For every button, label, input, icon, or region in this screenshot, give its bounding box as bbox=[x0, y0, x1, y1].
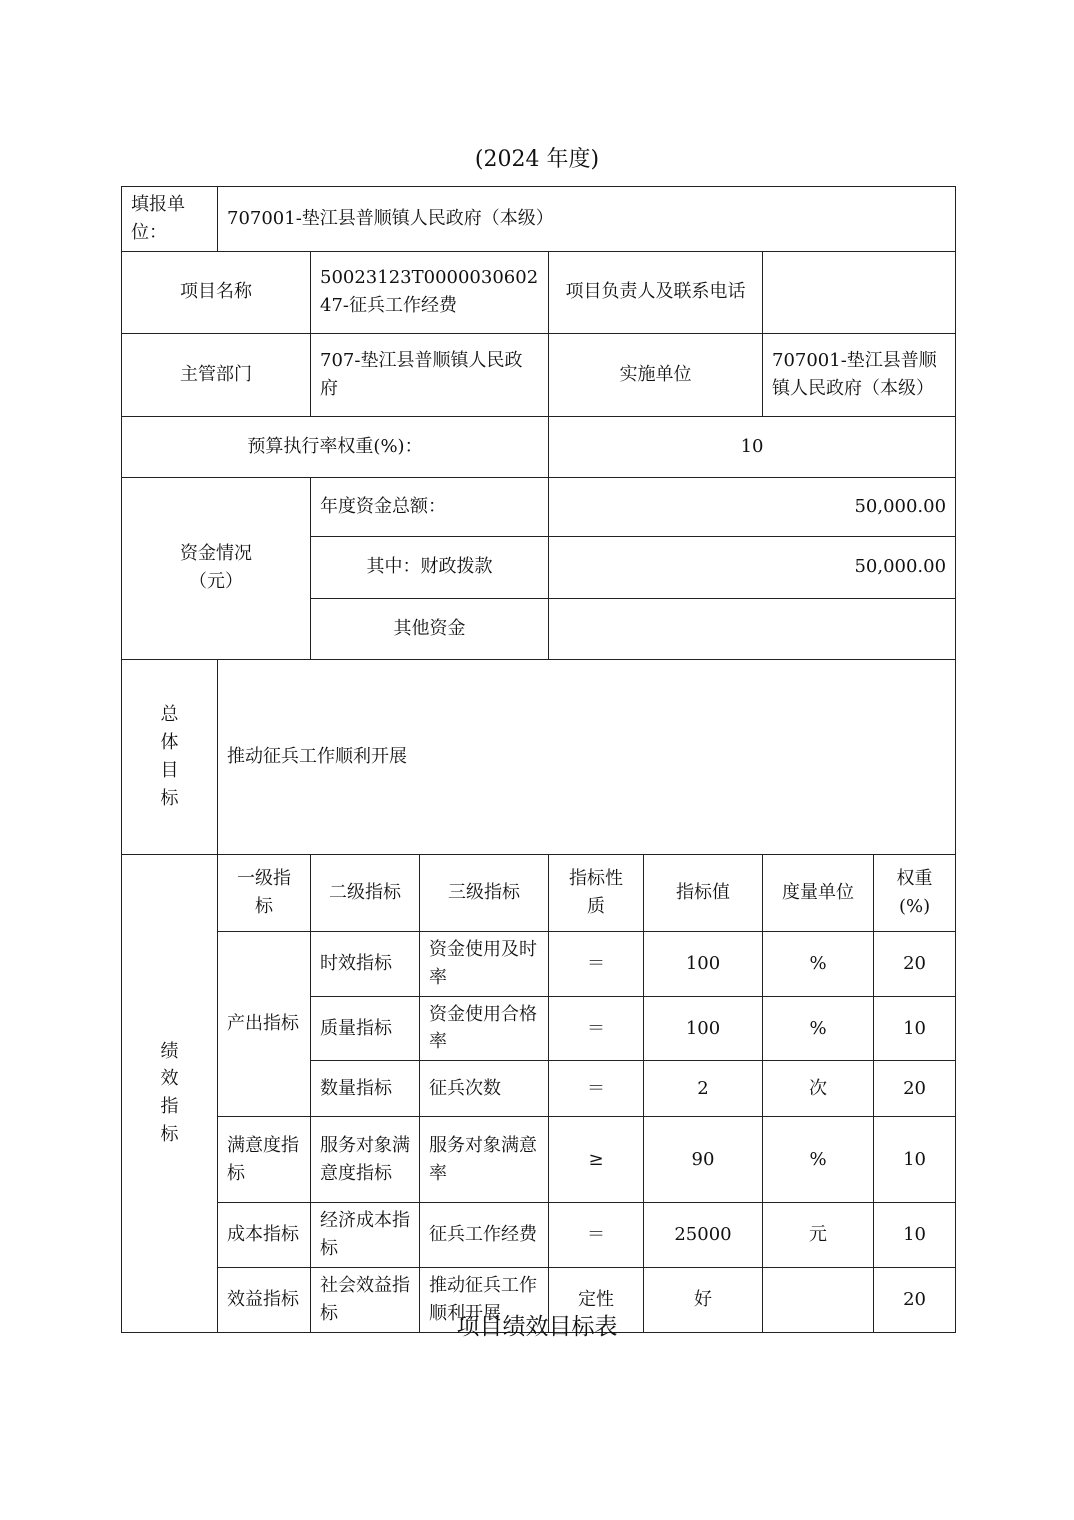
unit-value: 707001-垫江县普顺镇人民政府（本级） bbox=[218, 187, 956, 252]
dept-label: 主管部门 bbox=[122, 333, 311, 416]
row-unit: % bbox=[763, 1117, 874, 1203]
funds-section-label: 资金情况（元） bbox=[122, 477, 311, 659]
row-l3: 征兵次数 bbox=[420, 1061, 549, 1117]
perf-label-char: 标 bbox=[160, 1124, 179, 1146]
perf-label-char: 指 bbox=[160, 1096, 179, 1118]
funds-other-value bbox=[549, 598, 956, 659]
group-output: 产出指标 bbox=[218, 931, 311, 1117]
year-heading: (2024 年度) bbox=[474, 147, 600, 172]
row-nature: ＝ bbox=[549, 1203, 644, 1268]
row-l3: 推动征兵工作顺利开展 bbox=[420, 1268, 549, 1333]
project-name-label: 项目名称 bbox=[122, 251, 311, 333]
table-row bbox=[122, 931, 956, 996]
performance-target-table bbox=[121, 186, 956, 1333]
row-nature: ≥ bbox=[549, 1117, 644, 1203]
row-l3: 资金使用及时率 bbox=[420, 931, 549, 996]
row-value: 25000 bbox=[644, 1203, 763, 1268]
project-contact-label: 项目负责人及联系电话 bbox=[549, 251, 763, 333]
header-weight: 权重(%) bbox=[874, 854, 956, 931]
budget-weight-value: 10 bbox=[549, 416, 956, 477]
funds-fiscal-label: 其中：财政拨款 bbox=[311, 536, 549, 598]
row-value: 90 bbox=[644, 1117, 763, 1203]
row-nature: ＝ bbox=[549, 931, 644, 996]
row-l3: 资金使用合格率 bbox=[420, 996, 549, 1061]
funds-total-value: 50,000.00 bbox=[549, 477, 956, 536]
row-unit: % bbox=[763, 931, 874, 996]
row-value: 好 bbox=[644, 1268, 763, 1333]
row-weight: 10 bbox=[874, 996, 956, 1061]
row-weight: 20 bbox=[874, 1268, 956, 1333]
header-unit: 度量单位 bbox=[763, 854, 874, 931]
impl-label: 实施单位 bbox=[549, 333, 763, 416]
header-l1: 一级指标 bbox=[218, 854, 311, 931]
perf-label-char: 绩 bbox=[160, 1040, 179, 1062]
row-value: 100 bbox=[644, 931, 763, 996]
row-value: 2 bbox=[644, 1061, 763, 1117]
goal-label-char: 标 bbox=[160, 787, 179, 809]
row-value: 100 bbox=[644, 996, 763, 1061]
row-unit: % bbox=[763, 996, 874, 1061]
dept-value: 707-垫江县普顺镇人民政府 bbox=[311, 333, 549, 416]
unit-label: 填报单位： bbox=[122, 187, 218, 252]
funds-fiscal-value: 50,000.00 bbox=[549, 536, 956, 598]
row-weight: 10 bbox=[874, 1117, 956, 1203]
budget-weight-label: 预算执行率权重(%)： bbox=[122, 416, 549, 477]
row-l3: 征兵工作经费 bbox=[420, 1203, 549, 1268]
row-nature: ＝ bbox=[549, 996, 644, 1061]
goal-label-char: 目 bbox=[160, 759, 179, 781]
group-cost: 成本指标 bbox=[218, 1203, 311, 1268]
row-l2: 社会效益指标 bbox=[311, 1268, 420, 1333]
header-nature: 指标性质 bbox=[549, 854, 644, 931]
row-nature: 定性 bbox=[549, 1268, 644, 1333]
table-row bbox=[122, 1117, 956, 1203]
row-l2: 数量指标 bbox=[311, 1061, 420, 1117]
row-weight: 10 bbox=[874, 1203, 956, 1268]
perf-label-char: 效 bbox=[160, 1068, 179, 1090]
group-benefit: 效益指标 bbox=[218, 1268, 311, 1333]
row-l2: 质量指标 bbox=[311, 996, 420, 1061]
header-l2: 二级指标 bbox=[311, 854, 420, 931]
funds-other-label: 其他资金 bbox=[311, 598, 549, 659]
table-row bbox=[122, 1203, 956, 1268]
row-l2: 服务对象满意度指标 bbox=[311, 1117, 420, 1203]
funds-total-label: 年度资金总额： bbox=[311, 477, 549, 536]
goal-label-char: 体 bbox=[160, 731, 179, 753]
row-l2: 经济成本指标 bbox=[311, 1203, 420, 1268]
goal-label bbox=[122, 659, 218, 854]
goal-label-char: 总 bbox=[160, 704, 179, 725]
group-satisfaction: 满意度指标 bbox=[218, 1117, 311, 1203]
row-unit: 次 bbox=[763, 1061, 874, 1117]
table-caption: 项目绩效目标表 bbox=[456, 1314, 618, 1340]
header-l3: 三级指标 bbox=[420, 854, 549, 931]
row-weight: 20 bbox=[874, 1061, 956, 1117]
goal-text: 推动征兵工作顺利开展 bbox=[218, 659, 956, 854]
impl-value: 707001-垫江县普顺镇人民政府（本级） bbox=[763, 333, 956, 416]
row-l3: 服务对象满意率 bbox=[420, 1117, 549, 1203]
project-contact-value bbox=[763, 251, 956, 333]
header-value: 指标值 bbox=[644, 854, 763, 931]
row-unit: 元 bbox=[763, 1203, 874, 1268]
row-nature: ＝ bbox=[549, 1061, 644, 1117]
row-weight: 20 bbox=[874, 931, 956, 996]
project-name-value: 50023123T000003060247-征兵工作经费 bbox=[311, 251, 549, 333]
row-l2: 时效指标 bbox=[311, 931, 420, 996]
perf-label bbox=[122, 854, 218, 1332]
